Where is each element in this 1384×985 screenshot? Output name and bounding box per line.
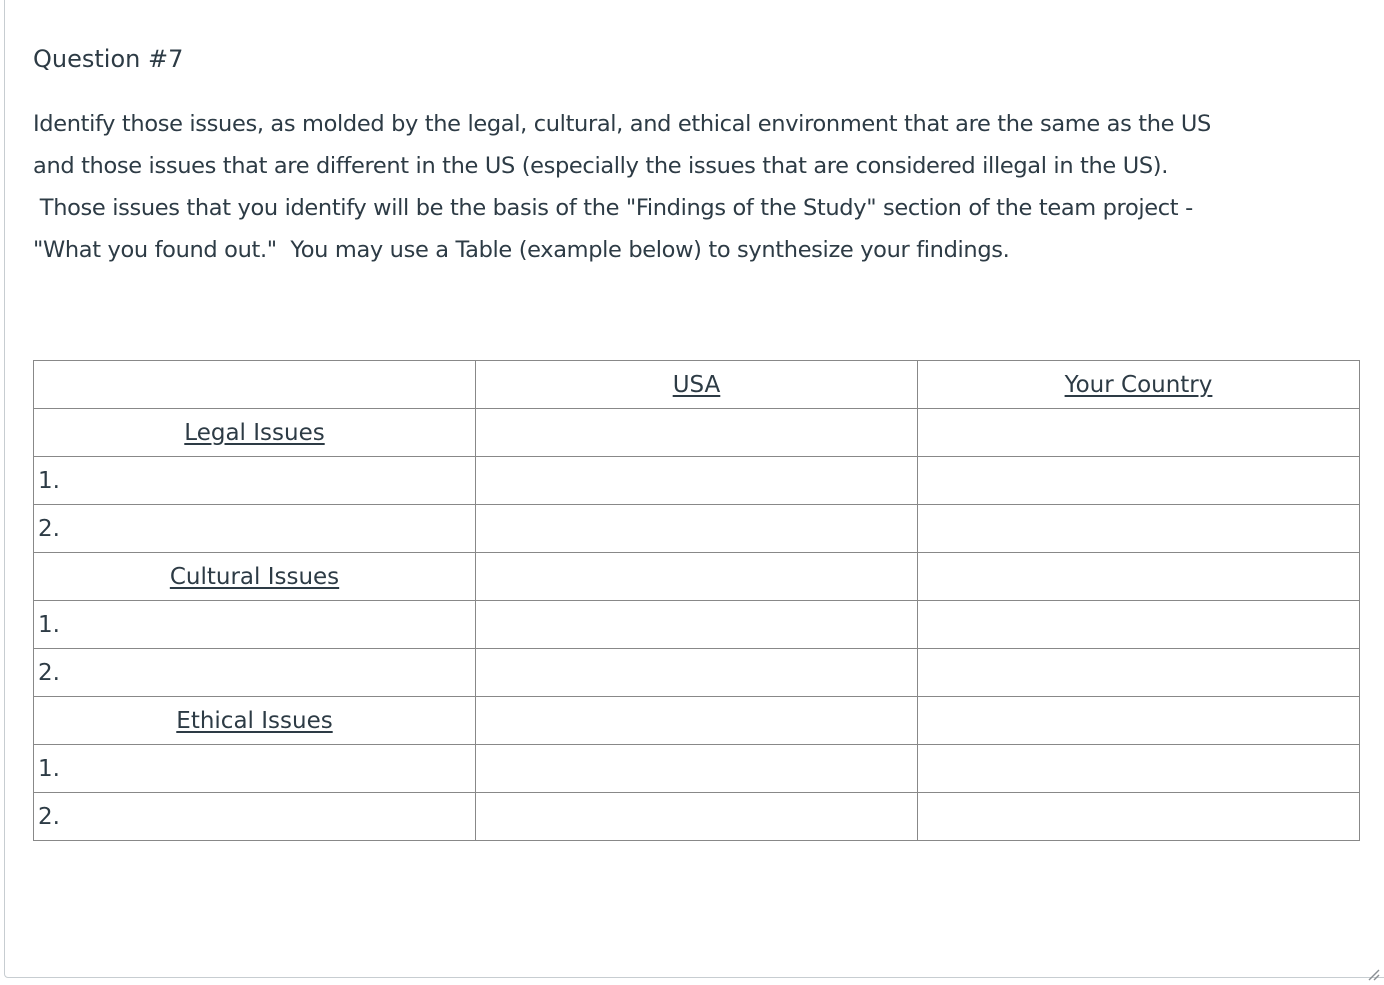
item-cell[interactable]: 1. xyxy=(34,745,476,793)
table-row xyxy=(34,553,1360,601)
header-cell-empty[interactable] xyxy=(34,361,476,409)
item-cell[interactable]: 1. xyxy=(34,457,476,505)
section-heading-cultural: Cultural Issues xyxy=(169,563,340,590)
table-cell[interactable] xyxy=(918,553,1360,601)
table-row xyxy=(34,601,1360,649)
question-prompt xyxy=(33,103,1343,271)
table-row xyxy=(34,697,1360,745)
question-title: Question #7 xyxy=(33,45,184,73)
table-cell[interactable] xyxy=(918,409,1360,457)
rich-text-editor[interactable] xyxy=(4,0,1384,978)
table-row xyxy=(34,745,1360,793)
table-cell[interactable] xyxy=(476,601,918,649)
prompt-line-2: and those issues that are different in the US (especially the issues that are considered illegal in the US). xyxy=(33,153,1169,179)
item-cell[interactable]: 1. xyxy=(34,601,476,649)
table-row xyxy=(34,649,1360,697)
item-cell[interactable]: 2. xyxy=(34,505,476,553)
table-cell[interactable] xyxy=(476,793,918,841)
table-cell[interactable] xyxy=(476,505,918,553)
table-row xyxy=(34,457,1360,505)
section-heading-cell[interactable] xyxy=(34,553,476,601)
table-cell[interactable] xyxy=(918,601,1360,649)
table-row xyxy=(34,793,1360,841)
prompt-line-1: Identify those issues, as molded by the legal, cultural, and ethical environment that are the same as the US xyxy=(33,111,1211,137)
table-cell[interactable] xyxy=(476,745,918,793)
findings-table xyxy=(33,360,1360,841)
table-cell[interactable] xyxy=(918,793,1360,841)
section-heading-legal: Legal Issues xyxy=(184,419,325,446)
table-cell[interactable] xyxy=(918,457,1360,505)
prompt-line-4: "What you found out." You may use a Table (example below) to synthesize your findings. xyxy=(33,237,1010,263)
table-cell[interactable] xyxy=(476,553,918,601)
header-cell-your-country[interactable] xyxy=(918,361,1360,409)
table-cell[interactable] xyxy=(476,697,918,745)
table-cell[interactable] xyxy=(476,409,918,457)
header-your-country-label: Your Country xyxy=(1064,371,1213,398)
header-usa-label: USA xyxy=(672,371,721,398)
table-cell[interactable] xyxy=(918,649,1360,697)
section-heading-cell[interactable] xyxy=(34,409,476,457)
table-cell[interactable] xyxy=(918,697,1360,745)
table-cell[interactable] xyxy=(476,457,918,505)
table-cell[interactable] xyxy=(918,745,1360,793)
table-header-row xyxy=(34,361,1360,409)
section-heading-cell[interactable] xyxy=(34,697,476,745)
item-cell[interactable]: 2. xyxy=(34,793,476,841)
header-cell-usa[interactable] xyxy=(476,361,918,409)
table-row xyxy=(34,409,1360,457)
section-heading-ethical: Ethical Issues xyxy=(176,707,333,734)
resize-handle-icon[interactable] xyxy=(1366,967,1380,981)
item-cell[interactable]: 2. xyxy=(34,649,476,697)
table-cell[interactable] xyxy=(476,649,918,697)
table-cell[interactable] xyxy=(918,505,1360,553)
table-row xyxy=(34,505,1360,553)
prompt-line-3: Those issues that you identify will be the basis of the "Findings of the Study" section of the team project - xyxy=(33,195,1193,221)
